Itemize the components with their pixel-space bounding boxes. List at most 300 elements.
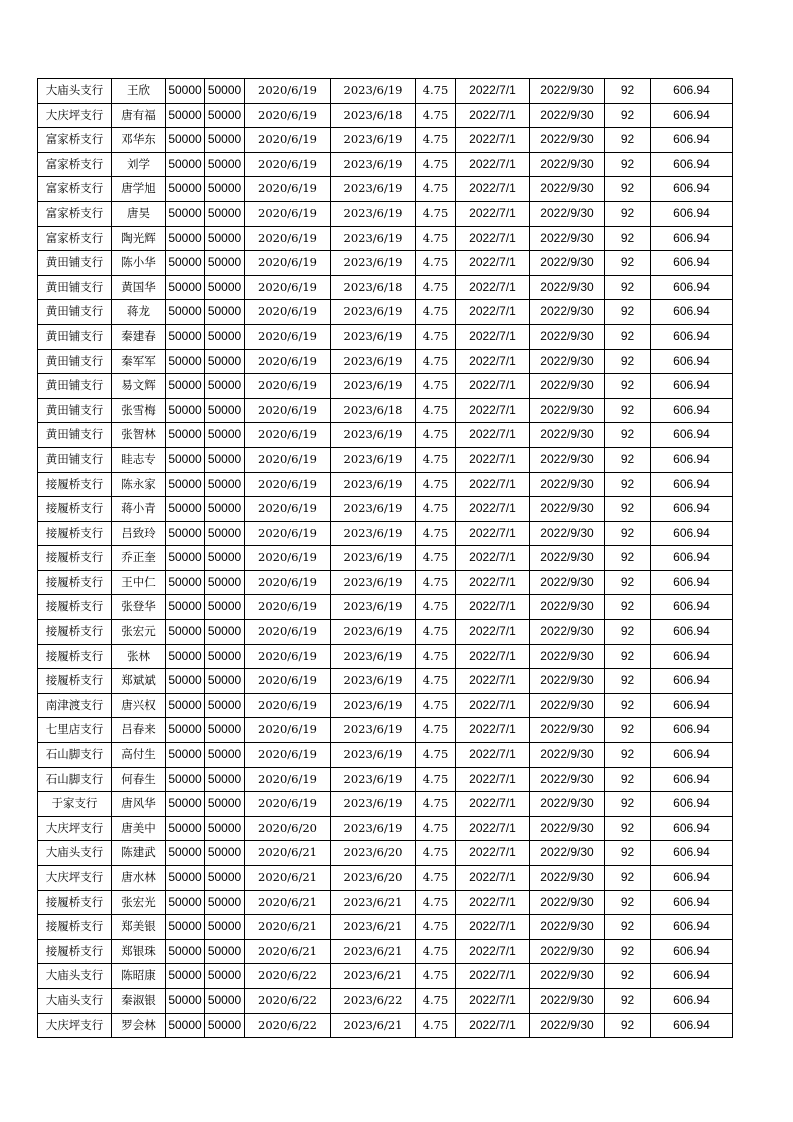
loan-amount-cell: 50000 [166, 743, 205, 768]
interest-cell: 606.94 [651, 128, 733, 153]
balance-cell: 50000 [205, 226, 245, 251]
loan-amount-cell: 50000 [166, 915, 205, 940]
branch-cell: 接履桥支行 [38, 546, 112, 571]
loan-amount-cell: 50000 [166, 939, 205, 964]
interest-cell: 606.94 [651, 964, 733, 989]
days-cell: 92 [605, 251, 651, 276]
period-end-cell: 2022/9/30 [530, 275, 605, 300]
table-row [38, 521, 733, 546]
table-row [38, 128, 733, 153]
start-date-cell: 2020/6/19 [245, 324, 331, 349]
balance-cell: 50000 [205, 693, 245, 718]
interest-cell: 606.94 [651, 988, 733, 1013]
interest-cell: 606.94 [651, 152, 733, 177]
balance-cell: 50000 [205, 128, 245, 153]
loan-amount-cell: 50000 [166, 570, 205, 595]
interest-rate-cell: 4.75 [416, 152, 456, 177]
days-cell: 92 [605, 423, 651, 448]
branch-cell: 富家桥支行 [38, 152, 112, 177]
period-end-cell: 2022/9/30 [530, 866, 605, 891]
days-cell: 92 [605, 693, 651, 718]
interest-rate-cell: 4.75 [416, 939, 456, 964]
borrower-name-cell: 陈小华 [112, 251, 166, 276]
period-start-cell: 2022/7/1 [456, 939, 530, 964]
days-cell: 92 [605, 890, 651, 915]
period-start-cell: 2022/7/1 [456, 988, 530, 1013]
start-date-cell: 2020/6/19 [245, 103, 331, 128]
start-date-cell: 2020/6/21 [245, 915, 331, 940]
balance-cell: 50000 [205, 669, 245, 694]
table-row [38, 152, 733, 177]
branch-cell: 接履桥支行 [38, 890, 112, 915]
interest-cell: 606.94 [651, 423, 733, 448]
period-end-cell: 2022/9/30 [530, 1013, 605, 1038]
days-cell: 92 [605, 521, 651, 546]
days-cell: 92 [605, 767, 651, 792]
branch-cell: 接履桥支行 [38, 472, 112, 497]
interest-rate-cell: 4.75 [416, 349, 456, 374]
branch-cell: 黄田铺支行 [38, 324, 112, 349]
borrower-name-cell: 唐水林 [112, 866, 166, 891]
interest-cell: 606.94 [651, 398, 733, 423]
interest-rate-cell: 4.75 [416, 669, 456, 694]
branch-cell: 接履桥支行 [38, 915, 112, 940]
loan-amount-cell: 50000 [166, 669, 205, 694]
interest-rate-cell: 4.75 [416, 275, 456, 300]
borrower-name-cell: 陈永家 [112, 472, 166, 497]
balance-cell: 50000 [205, 890, 245, 915]
period-start-cell: 2022/7/1 [456, 103, 530, 128]
borrower-name-cell: 郑银珠 [112, 939, 166, 964]
branch-cell: 南津渡支行 [38, 693, 112, 718]
period-end-cell: 2022/9/30 [530, 349, 605, 374]
start-date-cell: 2020/6/21 [245, 841, 331, 866]
period-end-cell: 2022/9/30 [530, 570, 605, 595]
table-row [38, 743, 733, 768]
end-date-cell: 2023/6/19 [331, 226, 416, 251]
borrower-name-cell: 王欣 [112, 79, 166, 104]
branch-cell: 大庙头支行 [38, 841, 112, 866]
start-date-cell: 2020/6/21 [245, 866, 331, 891]
branch-cell: 大庙头支行 [38, 988, 112, 1013]
end-date-cell: 2023/6/20 [331, 866, 416, 891]
start-date-cell: 2020/6/22 [245, 964, 331, 989]
table-row [38, 423, 733, 448]
end-date-cell: 2023/6/19 [331, 497, 416, 522]
start-date-cell: 2020/6/19 [245, 570, 331, 595]
branch-cell: 接履桥支行 [38, 669, 112, 694]
period-start-cell: 2022/7/1 [456, 497, 530, 522]
borrower-name-cell: 黄国华 [112, 275, 166, 300]
interest-cell: 606.94 [651, 447, 733, 472]
table-row [38, 915, 733, 940]
end-date-cell: 2023/6/19 [331, 570, 416, 595]
end-date-cell: 2023/6/19 [331, 718, 416, 743]
branch-cell: 富家桥支行 [38, 128, 112, 153]
interest-rate-cell: 4.75 [416, 570, 456, 595]
loan-amount-cell: 50000 [166, 816, 205, 841]
period-start-cell: 2022/7/1 [456, 792, 530, 817]
end-date-cell: 2023/6/19 [331, 767, 416, 792]
table-row [38, 226, 733, 251]
table-row [38, 693, 733, 718]
start-date-cell: 2020/6/19 [245, 447, 331, 472]
table-row [38, 841, 733, 866]
end-date-cell: 2023/6/21 [331, 939, 416, 964]
loan-amount-cell: 50000 [166, 300, 205, 325]
days-cell: 92 [605, 103, 651, 128]
interest-cell: 606.94 [651, 866, 733, 891]
loan-amount-cell: 50000 [166, 792, 205, 817]
start-date-cell: 2020/6/19 [245, 669, 331, 694]
interest-cell: 606.94 [651, 939, 733, 964]
interest-cell: 606.94 [651, 472, 733, 497]
interest-rate-cell: 4.75 [416, 866, 456, 891]
end-date-cell: 2023/6/19 [331, 374, 416, 399]
table-row [38, 251, 733, 276]
days-cell: 92 [605, 595, 651, 620]
days-cell: 92 [605, 152, 651, 177]
days-cell: 92 [605, 718, 651, 743]
end-date-cell: 2023/6/19 [331, 152, 416, 177]
interest-rate-cell: 4.75 [416, 890, 456, 915]
branch-cell: 黄田铺支行 [38, 374, 112, 399]
interest-rate-cell: 4.75 [416, 693, 456, 718]
balance-cell: 50000 [205, 447, 245, 472]
borrower-name-cell: 蒋龙 [112, 300, 166, 325]
loan-amount-cell: 50000 [166, 275, 205, 300]
balance-cell: 50000 [205, 349, 245, 374]
days-cell: 92 [605, 964, 651, 989]
table-row [38, 816, 733, 841]
end-date-cell: 2023/6/19 [331, 201, 416, 226]
period-start-cell: 2022/7/1 [456, 275, 530, 300]
loan-amount-cell: 50000 [166, 103, 205, 128]
interest-cell: 606.94 [651, 546, 733, 571]
end-date-cell: 2023/6/19 [331, 128, 416, 153]
end-date-cell: 2023/6/22 [331, 988, 416, 1013]
table-body [38, 79, 733, 1038]
interest-cell: 606.94 [651, 497, 733, 522]
table-row [38, 79, 733, 104]
interest-rate-cell: 4.75 [416, 177, 456, 202]
period-start-cell: 2022/7/1 [456, 398, 530, 423]
start-date-cell: 2020/6/19 [245, 743, 331, 768]
interest-rate-cell: 4.75 [416, 472, 456, 497]
interest-rate-cell: 4.75 [416, 128, 456, 153]
start-date-cell: 2020/6/19 [245, 300, 331, 325]
period-end-cell: 2022/9/30 [530, 669, 605, 694]
period-end-cell: 2022/9/30 [530, 743, 605, 768]
interest-rate-cell: 4.75 [416, 251, 456, 276]
balance-cell: 50000 [205, 472, 245, 497]
balance-cell: 50000 [205, 792, 245, 817]
start-date-cell: 2020/6/19 [245, 128, 331, 153]
borrower-name-cell: 眭志专 [112, 447, 166, 472]
interest-cell: 606.94 [651, 201, 733, 226]
table-row [38, 472, 733, 497]
table-row [38, 497, 733, 522]
period-start-cell: 2022/7/1 [456, 423, 530, 448]
interest-rate-cell: 4.75 [416, 620, 456, 645]
period-end-cell: 2022/9/30 [530, 988, 605, 1013]
end-date-cell: 2023/6/19 [331, 423, 416, 448]
balance-cell: 50000 [205, 423, 245, 448]
loan-amount-cell: 50000 [166, 546, 205, 571]
branch-cell: 接履桥支行 [38, 595, 112, 620]
branch-cell: 接履桥支行 [38, 620, 112, 645]
period-start-cell: 2022/7/1 [456, 324, 530, 349]
balance-cell: 50000 [205, 521, 245, 546]
period-start-cell: 2022/7/1 [456, 915, 530, 940]
end-date-cell: 2023/6/19 [331, 595, 416, 620]
days-cell: 92 [605, 398, 651, 423]
borrower-name-cell: 郑美银 [112, 915, 166, 940]
end-date-cell: 2023/6/19 [331, 251, 416, 276]
start-date-cell: 2020/6/19 [245, 644, 331, 669]
start-date-cell: 2020/6/19 [245, 497, 331, 522]
interest-cell: 606.94 [651, 374, 733, 399]
borrower-name-cell: 唐兴权 [112, 693, 166, 718]
balance-cell: 50000 [205, 374, 245, 399]
end-date-cell: 2023/6/19 [331, 546, 416, 571]
branch-cell: 黄田铺支行 [38, 300, 112, 325]
balance-cell: 50000 [205, 620, 245, 645]
end-date-cell: 2023/6/19 [331, 349, 416, 374]
end-date-cell: 2023/6/19 [331, 447, 416, 472]
period-end-cell: 2022/9/30 [530, 890, 605, 915]
interest-cell: 606.94 [651, 103, 733, 128]
start-date-cell: 2020/6/19 [245, 152, 331, 177]
branch-cell: 大庆坪支行 [38, 816, 112, 841]
branch-cell: 黄田铺支行 [38, 423, 112, 448]
period-end-cell: 2022/9/30 [530, 472, 605, 497]
interest-cell: 606.94 [651, 177, 733, 202]
days-cell: 92 [605, 324, 651, 349]
loan-amount-cell: 50000 [166, 472, 205, 497]
days-cell: 92 [605, 743, 651, 768]
period-end-cell: 2022/9/30 [530, 251, 605, 276]
borrower-name-cell: 高付生 [112, 743, 166, 768]
interest-rate-cell: 4.75 [416, 447, 456, 472]
interest-cell: 606.94 [651, 693, 733, 718]
end-date-cell: 2023/6/19 [331, 669, 416, 694]
interest-rate-cell: 4.75 [416, 644, 456, 669]
loan-amount-cell: 50000 [166, 620, 205, 645]
period-end-cell: 2022/9/30 [530, 767, 605, 792]
start-date-cell: 2020/6/19 [245, 398, 331, 423]
interest-cell: 606.94 [651, 792, 733, 817]
loan-amount-cell: 50000 [166, 226, 205, 251]
table-row [38, 1013, 733, 1038]
branch-cell: 黄田铺支行 [38, 251, 112, 276]
branch-cell: 大庙头支行 [38, 964, 112, 989]
days-cell: 92 [605, 669, 651, 694]
branch-cell: 接履桥支行 [38, 570, 112, 595]
end-date-cell: 2023/6/19 [331, 792, 416, 817]
period-start-cell: 2022/7/1 [456, 693, 530, 718]
days-cell: 92 [605, 374, 651, 399]
period-start-cell: 2022/7/1 [456, 300, 530, 325]
balance-cell: 50000 [205, 497, 245, 522]
balance-cell: 50000 [205, 988, 245, 1013]
period-start-cell: 2022/7/1 [456, 177, 530, 202]
branch-cell: 大庆坪支行 [38, 103, 112, 128]
branch-cell: 大庆坪支行 [38, 1013, 112, 1038]
end-date-cell: 2023/6/19 [331, 324, 416, 349]
borrower-name-cell: 王中仁 [112, 570, 166, 595]
days-cell: 92 [605, 915, 651, 940]
borrower-name-cell: 唐昊 [112, 201, 166, 226]
loan-amount-cell: 50000 [166, 964, 205, 989]
interest-rate-cell: 4.75 [416, 423, 456, 448]
interest-cell: 606.94 [651, 570, 733, 595]
period-start-cell: 2022/7/1 [456, 964, 530, 989]
loan-amount-cell: 50000 [166, 79, 205, 104]
end-date-cell: 2023/6/21 [331, 915, 416, 940]
loan-amount-cell: 50000 [166, 841, 205, 866]
end-date-cell: 2023/6/19 [331, 521, 416, 546]
borrower-name-cell: 秦军军 [112, 349, 166, 374]
start-date-cell: 2020/6/19 [245, 251, 331, 276]
borrower-name-cell: 乔正奎 [112, 546, 166, 571]
table-row [38, 718, 733, 743]
branch-cell: 接履桥支行 [38, 497, 112, 522]
period-start-cell: 2022/7/1 [456, 226, 530, 251]
borrower-name-cell: 唐学旭 [112, 177, 166, 202]
period-start-cell: 2022/7/1 [456, 570, 530, 595]
balance-cell: 50000 [205, 743, 245, 768]
interest-cell: 606.94 [651, 620, 733, 645]
interest-rate-cell: 4.75 [416, 816, 456, 841]
period-start-cell: 2022/7/1 [456, 743, 530, 768]
days-cell: 92 [605, 226, 651, 251]
start-date-cell: 2020/6/22 [245, 988, 331, 1013]
balance-cell: 50000 [205, 718, 245, 743]
interest-rate-cell: 4.75 [416, 201, 456, 226]
table-row [38, 300, 733, 325]
borrower-name-cell: 秦淑银 [112, 988, 166, 1013]
balance-cell: 50000 [205, 152, 245, 177]
period-end-cell: 2022/9/30 [530, 620, 605, 645]
balance-cell: 50000 [205, 275, 245, 300]
interest-rate-cell: 4.75 [416, 79, 456, 104]
days-cell: 92 [605, 177, 651, 202]
end-date-cell: 2023/6/19 [331, 816, 416, 841]
borrower-name-cell: 张雪梅 [112, 398, 166, 423]
table-row [38, 275, 733, 300]
end-date-cell: 2023/6/20 [331, 841, 416, 866]
table-row [38, 669, 733, 694]
period-start-cell: 2022/7/1 [456, 816, 530, 841]
period-end-cell: 2022/9/30 [530, 300, 605, 325]
end-date-cell: 2023/6/19 [331, 743, 416, 768]
balance-cell: 50000 [205, 570, 245, 595]
loan-amount-cell: 50000 [166, 866, 205, 891]
end-date-cell: 2023/6/19 [331, 472, 416, 497]
start-date-cell: 2020/6/19 [245, 693, 331, 718]
period-start-cell: 2022/7/1 [456, 620, 530, 645]
interest-cell: 606.94 [651, 644, 733, 669]
end-date-cell: 2023/6/19 [331, 177, 416, 202]
end-date-cell: 2023/6/19 [331, 79, 416, 104]
loan-amount-cell: 50000 [166, 374, 205, 399]
loan-amount-cell: 50000 [166, 693, 205, 718]
table-row [38, 374, 733, 399]
interest-rate-cell: 4.75 [416, 718, 456, 743]
period-start-cell: 2022/7/1 [456, 866, 530, 891]
interest-rate-cell: 4.75 [416, 792, 456, 817]
balance-cell: 50000 [205, 103, 245, 128]
table-row [38, 546, 733, 571]
interest-cell: 606.94 [651, 324, 733, 349]
borrower-name-cell: 张宏光 [112, 890, 166, 915]
loan-amount-cell: 50000 [166, 497, 205, 522]
days-cell: 92 [605, 201, 651, 226]
branch-cell: 黄田铺支行 [38, 398, 112, 423]
period-end-cell: 2022/9/30 [530, 398, 605, 423]
period-end-cell: 2022/9/30 [530, 841, 605, 866]
loan-amount-cell: 50000 [166, 423, 205, 448]
interest-rate-cell: 4.75 [416, 226, 456, 251]
borrower-name-cell: 张林 [112, 644, 166, 669]
period-end-cell: 2022/9/30 [530, 792, 605, 817]
days-cell: 92 [605, 620, 651, 645]
interest-cell: 606.94 [651, 841, 733, 866]
interest-cell: 606.94 [651, 595, 733, 620]
period-start-cell: 2022/7/1 [456, 521, 530, 546]
balance-cell: 50000 [205, 300, 245, 325]
balance-cell: 50000 [205, 79, 245, 104]
branch-cell: 大庙头支行 [38, 79, 112, 104]
borrower-name-cell: 唐风华 [112, 792, 166, 817]
borrower-name-cell: 郑斌斌 [112, 669, 166, 694]
start-date-cell: 2020/6/19 [245, 521, 331, 546]
interest-cell: 606.94 [651, 226, 733, 251]
end-date-cell: 2023/6/19 [331, 644, 416, 669]
period-start-cell: 2022/7/1 [456, 374, 530, 399]
branch-cell: 黄田铺支行 [38, 349, 112, 374]
start-date-cell: 2020/6/19 [245, 620, 331, 645]
interest-cell: 606.94 [651, 767, 733, 792]
period-end-cell: 2022/9/30 [530, 939, 605, 964]
balance-cell: 50000 [205, 201, 245, 226]
table-row [38, 349, 733, 374]
table-row [38, 447, 733, 472]
interest-rate-cell: 4.75 [416, 497, 456, 522]
balance-cell: 50000 [205, 964, 245, 989]
interest-cell: 606.94 [651, 816, 733, 841]
table-row [38, 324, 733, 349]
loan-amount-cell: 50000 [166, 177, 205, 202]
days-cell: 92 [605, 866, 651, 891]
period-end-cell: 2022/9/30 [530, 79, 605, 104]
period-start-cell: 2022/7/1 [456, 152, 530, 177]
start-date-cell: 2020/6/21 [245, 890, 331, 915]
interest-cell: 606.94 [651, 251, 733, 276]
end-date-cell: 2023/6/18 [331, 398, 416, 423]
borrower-name-cell: 刘学 [112, 152, 166, 177]
borrower-name-cell: 易文辉 [112, 374, 166, 399]
interest-cell: 606.94 [651, 521, 733, 546]
period-end-cell: 2022/9/30 [530, 324, 605, 349]
table-row [38, 201, 733, 226]
period-end-cell: 2022/9/30 [530, 423, 605, 448]
loan-amount-cell: 50000 [166, 767, 205, 792]
interest-rate-cell: 4.75 [416, 300, 456, 325]
interest-cell: 606.94 [651, 349, 733, 374]
interest-rate-cell: 4.75 [416, 915, 456, 940]
